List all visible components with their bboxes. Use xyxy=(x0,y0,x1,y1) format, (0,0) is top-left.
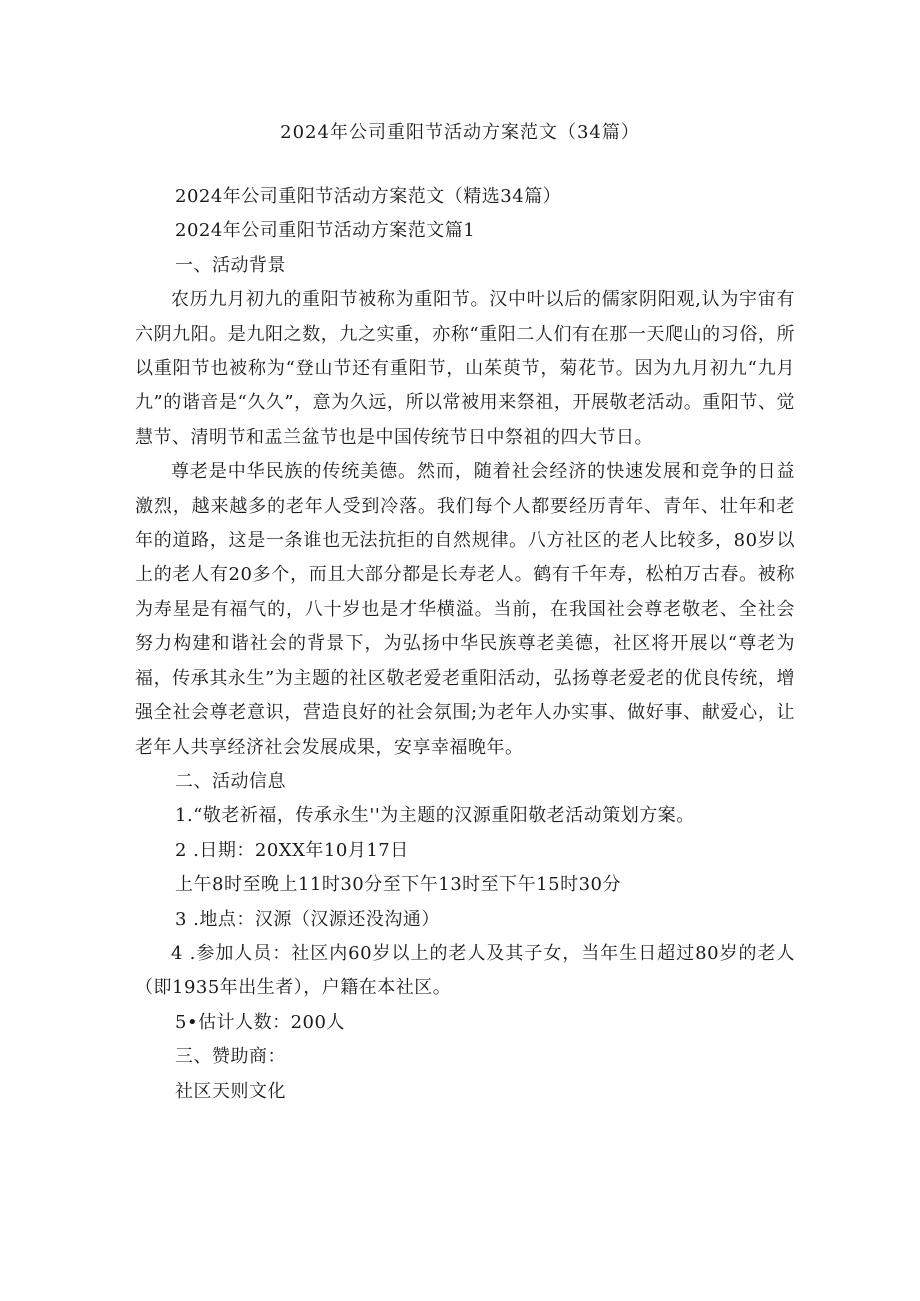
section-title: 2024年公司重阳节活动方案范文篇1 xyxy=(175,220,476,242)
info-item-time: 上午8时至晚上11时30分至下午13时至下午15时30分 xyxy=(175,874,621,896)
sponsor-name: 社区天则文化 xyxy=(175,1080,286,1102)
document-body xyxy=(135,180,795,1109)
info-item-participants: 4 .参加人员：社区内60岁以上的老人及其子女，当年生日超过80岁的老人（即1935年出生者），户籍在本社区。 xyxy=(135,942,795,999)
paragraph-background-2: 尊老是中华民族的传统美德。然而，随着社会经济的快速发展和竞争的日益激烈，越来越多的老年人受到冷落。我们每个人都要经历青年、青年、壮年和老年的道路，这是一条谁也无法抗拒的自然规律。八方社区的老人比较多，80岁以上的老人有20多个，而且大部分都是长寿老人。鹤有千年寿，松柏万古春。被称为寿星是有福气的，八十岁也是才华横溢。当前，在我国社会尊老敬老、全社会努力构建和谐社会的背景下，为弘扬中华民族尊老美德，社区将开展以“尊老为福，传承其永生”为主题的社区敬老爱老重阳活动，弘扬尊老爱老的优良传统，增强全社会尊老意识，营造良好的社会氛围;为老年人办实事、做好事、献爱心，让老年人共享经济社会发展成果，安享幸福晚年。 xyxy=(135,461,795,758)
info-item-theme: 1.“敬老祈福，传承永生''为主题的汉源重阳敬老活动策划方案。 xyxy=(175,805,695,827)
heading-activity-info: 二、活动信息 xyxy=(175,770,286,792)
paragraph-background-1: 农历九月初九的重阳节被称为重阳节。汉中叶以后的儒家阴阳观,认为宇宙有六阴九阳。是九阳之数，九之实重，亦称“重阳二人们有在那一天爬山的习俗，所以重阳节也被称为“登山节还有重阳节，山茱萸节，菊花节。因为九月初九“九月九”的谐音是“久久”，意为久远，所以常被用来祭祖，开展敬老活动。重阳节、觉慧节、清明节和盂兰盆节也是中国传统节日中祭祖的四大节日。 xyxy=(135,289,795,448)
document-subtitle: 2024年公司重阳节活动方案范文（精选34篇） xyxy=(175,186,562,207)
heading-sponsors: 三、赞助商： xyxy=(175,1046,286,1068)
info-item-location: 3 .地点：汉源（汉源还没沟通） xyxy=(175,908,440,930)
heading-background: 一、活动背景 xyxy=(175,254,286,276)
info-item-headcount: 5•估计人数：200人 xyxy=(175,1011,345,1033)
info-item-date: 2 .日期：20XX年10月17日 xyxy=(175,839,409,861)
document-title: 2024年公司重阳节活动方案范文（34篇） xyxy=(280,122,640,143)
